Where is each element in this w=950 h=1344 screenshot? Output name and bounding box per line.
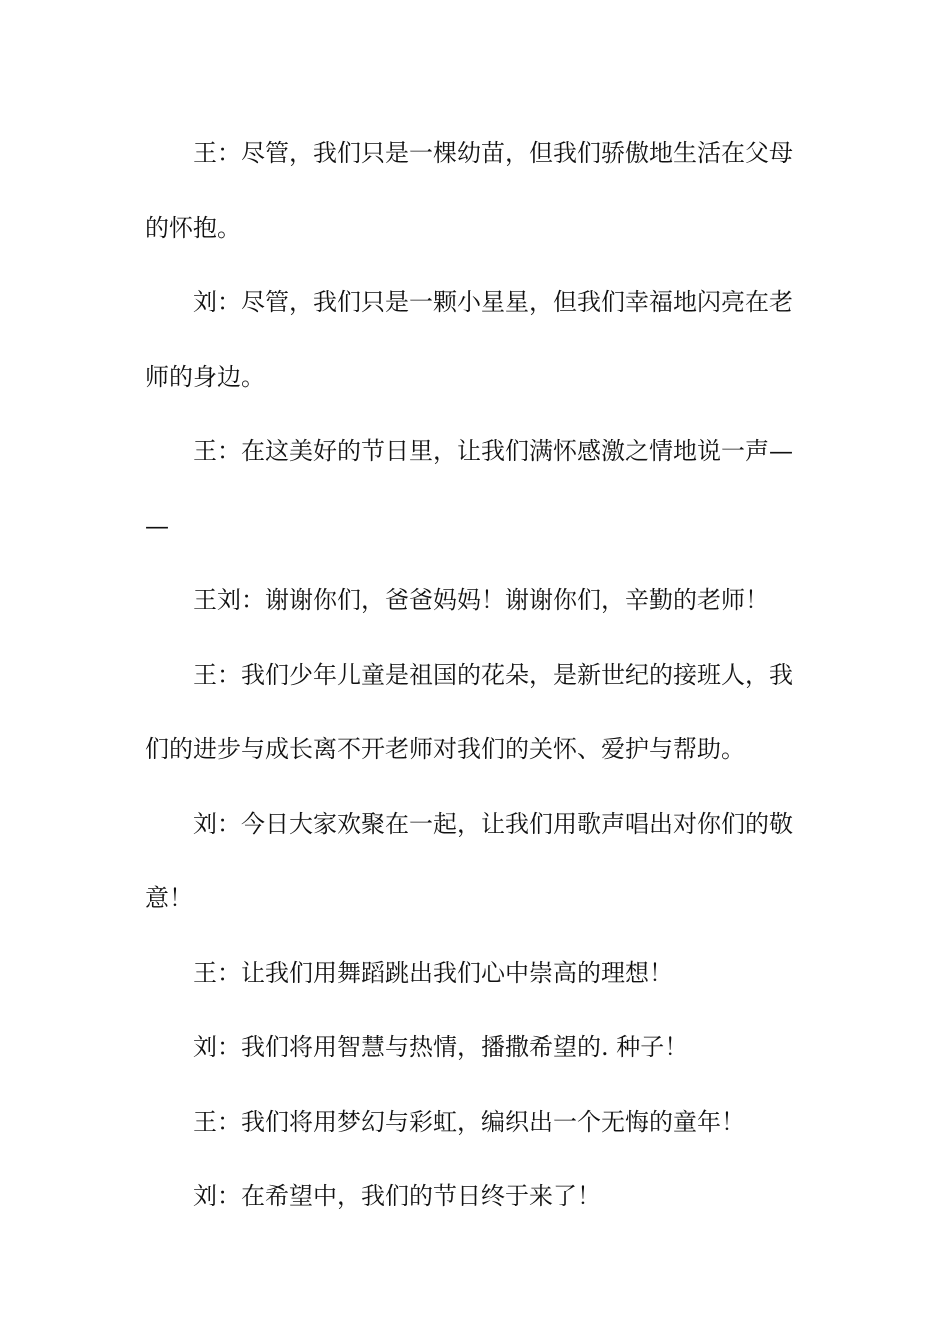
paragraph-9 (145, 1085, 807, 1160)
paragraph-line: 师的身边。 (145, 362, 265, 391)
paragraph-line: 王：我们少年儿童是祖国的花朵，是新世纪的接班人，我 (193, 660, 793, 689)
paragraph-line: 们的进步与成长离不开老师对我们的关怀、爱护与帮助。 (145, 735, 745, 763)
paragraph-1 (145, 116, 807, 265)
paragraph-line: 意！ (145, 884, 193, 912)
paragraph-2 (145, 265, 807, 414)
document-body (145, 116, 807, 1234)
paragraph-3 (145, 414, 807, 563)
paragraph-10 (145, 1159, 807, 1234)
paragraph-5 (145, 638, 807, 787)
paragraph-line: 王：在这美好的节日里，让我们满怀感激之情地说一声— (193, 437, 793, 465)
paragraph-4 (145, 563, 807, 638)
paragraph-line: 刘：今日大家欢聚在一起，让我们用歌声唱出对你们的敬 (193, 809, 793, 838)
paragraph-line: 的怀抱。 (145, 213, 241, 242)
paragraph-line: 刘：尽管，我们只是一颗小星星，但我们幸福地闪亮在老 (193, 288, 793, 316)
paragraph-line: 刘：在希望中，我们的节日终于来了！ (193, 1182, 601, 1210)
paragraph-line: 王：让我们用舞蹈跳出我们心中崇高的理想！ (193, 958, 673, 987)
paragraph-line: 王：我们将用梦幻与彩虹，编织出一个无悔的童年！ (193, 1107, 745, 1136)
paragraph-line: — (145, 511, 169, 540)
paragraph-6 (145, 787, 807, 936)
paragraph-line: 刘：我们将用智慧与热情，播撒希望的. 种子！ (193, 1033, 689, 1061)
paragraph-7 (145, 936, 807, 1011)
paragraph-8 (145, 1010, 807, 1085)
paragraph-line: 王：尽管，我们只是一棵幼苗，但我们骄傲地生活在父母 (193, 139, 793, 167)
paragraph-line: 王刘：谢谢你们，爸爸妈妈！谢谢你们，辛勤的老师！ (193, 586, 769, 614)
